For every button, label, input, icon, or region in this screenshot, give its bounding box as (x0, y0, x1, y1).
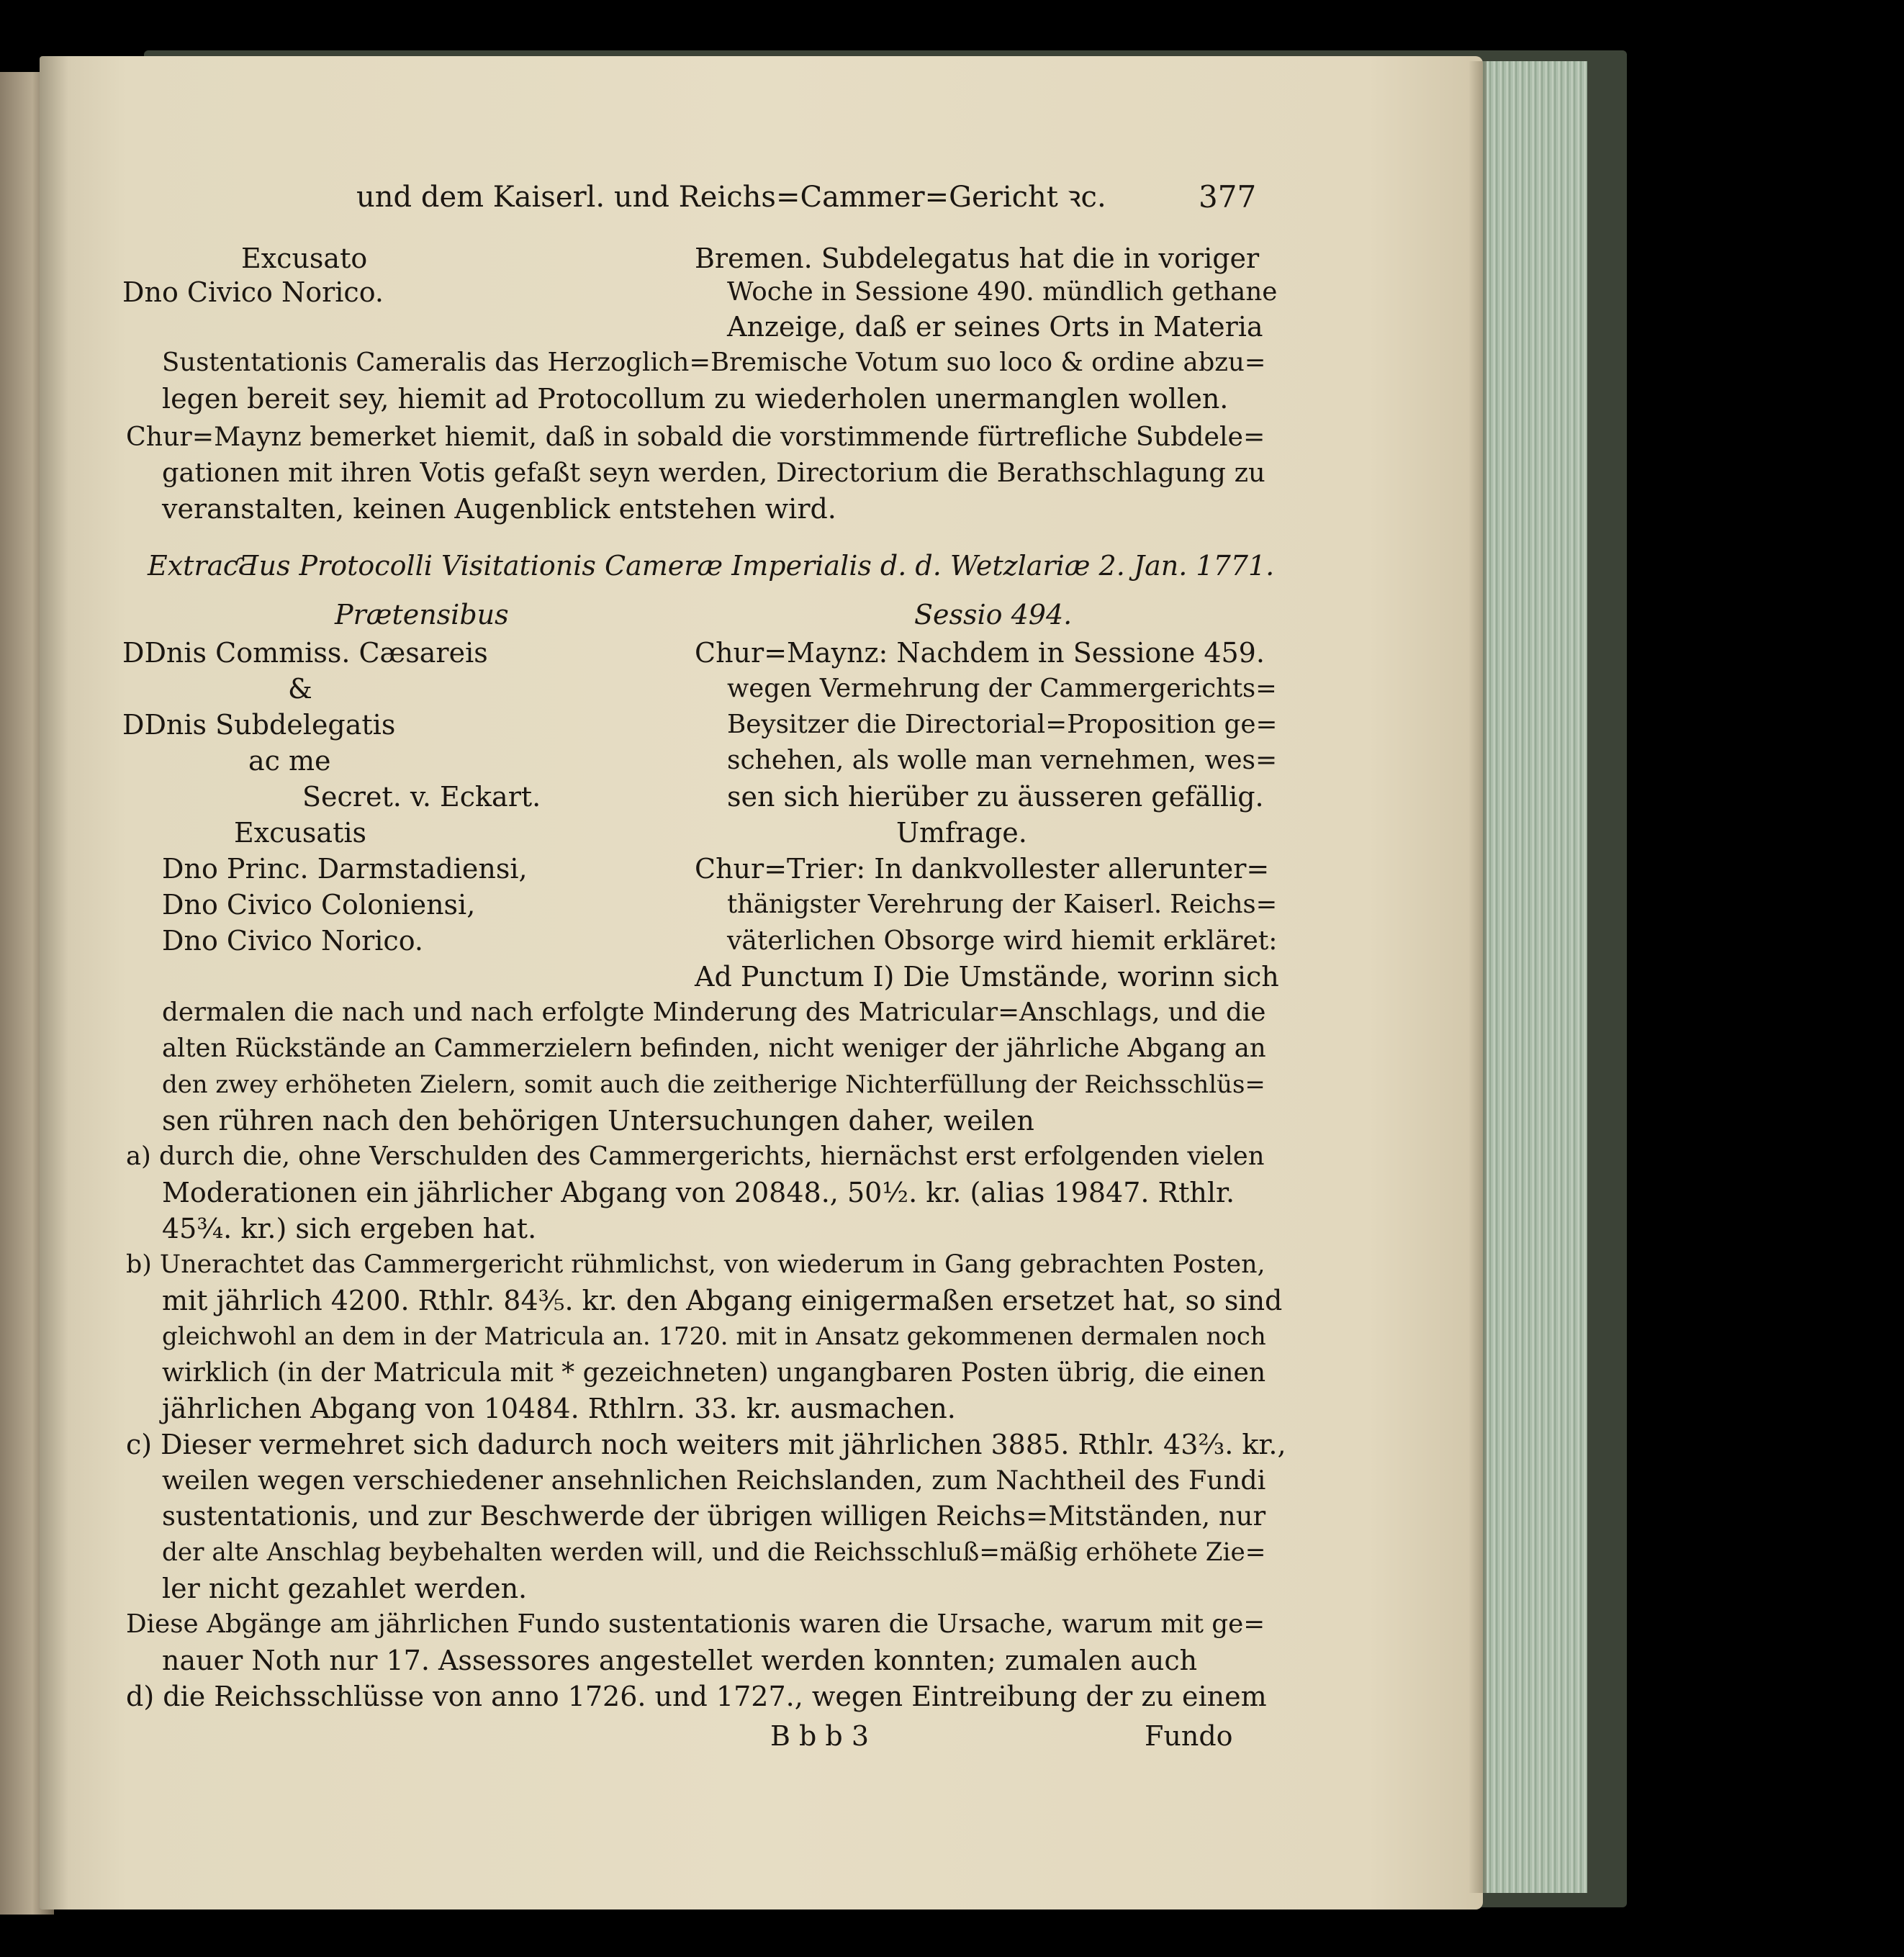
session-line: Sessio 494. (914, 599, 1073, 631)
body-line: sustentationis, und zur Beschwerde der übrigen willigen Reichs=Mitständen, nur (162, 1501, 1266, 1532)
attendee-line: & (288, 673, 312, 705)
body-line: nauer Noth nur 17. Assessores angestellet werden konnten; zumalen auch (162, 1645, 1198, 1676)
intro-full-line: Sustentationis Cameralis das Herzoglich=Bremische Votum suo loco & ordine abzu= (162, 348, 1266, 377)
bremen-line: Woche in Sessione 490. mündlich gethane (727, 277, 1278, 307)
body-line: weilen wegen verschiedener ansehnlichen Reichslanden, zum Nachtheil des Fundi (162, 1465, 1266, 1496)
body-line: wirklich (in der Matricula mit * gezeichneten) ungangbaren Posten übrig, die einen (162, 1357, 1266, 1388)
body-line: Moderationen ein jährlicher Abgang von 20848., 50½. kr. (alias 19847. Rthlr. (162, 1177, 1235, 1208)
body-line: gleichwohl an dem in der Matricula an. 1720. mit in Ansatz gekommenen dermalen noch (162, 1322, 1266, 1351)
session-line: Chur=Trier: In dankvollester allerunter= (695, 853, 1270, 885)
attendee-line: Dno Civico Norico. (162, 925, 424, 957)
churmaynz-line: veranstalten, keinen Augenblick entstehen wird. (162, 493, 836, 525)
bremen-line: Bremen. Subdelegatus hat die in voriger (695, 243, 1260, 274)
body-line: alten Rückstände an Cammerzielern befinden, nicht weniger der jährliche Abgang an (162, 1034, 1266, 1063)
body-line: c) Dieser vermehret sich dadurch noch weiters mit jährlichen 3885. Rthlr. 43⅔. kr., (126, 1429, 1286, 1460)
body-line: a) durch die, ohne Verschulden des Cammergerichts, hiernächst erst erfolgenden vielen (126, 1142, 1265, 1171)
session-line: schehen, als wolle man vernehmen, wes= (727, 746, 1278, 775)
attendee-line: ac me (248, 745, 331, 777)
session-line: Ad Punctum I) Die Umstände, worinn sich (695, 961, 1279, 993)
body-line: dermalen die nach und nach erfolgte Minderung des Matricular=Anschlags, und die (162, 998, 1266, 1027)
attendee-line: DDnis Subdelegatis (122, 709, 396, 741)
attendee-line: Prætensibus (335, 599, 509, 631)
session-line: väterlichen Obsorge wird hiemit erkläret: (727, 926, 1278, 956)
body-line: mit jährlich 4200. Rthlr. 84⅗. kr. den Abgang einigermaßen ersetzet hat, so sind (162, 1285, 1283, 1316)
body-line: jährlichen Abgang von 10484. Rthlrn. 33. kr. ausmachen. (162, 1393, 956, 1424)
catchword: Fundo (1145, 1720, 1233, 1752)
page-number: 377 (1199, 179, 1257, 214)
session-line: Beysitzer die Directorial=Proposition ge= (727, 710, 1278, 739)
body-line: den zwey erhöheten Zielern, somit auch die zeitherige Nichterfüllung der Reichsschlüs= (162, 1070, 1265, 1098)
attendee-line: Excusatis (234, 817, 367, 849)
session-line: wegen Vermehrung der Cammergerichts= (727, 674, 1277, 703)
churmaynz-line: gationen mit ihren Votis gefaßt seyn werden, Directorium die Berathschlagung zu (162, 457, 1265, 488)
attendee-line: Secret. v. Eckart. (302, 781, 541, 813)
body-line: Diese Abgänge am jährlichen Fundo sustentationis waren die Ursache, warum mit ge= (126, 1609, 1265, 1639)
extract-heading: ExtraƈƋus Protocolli Visitationis Cameræ Imperialis d. d. Wetzlariæ 2. Jan. 1771. (148, 550, 1275, 582)
churmaynz-line: Chur=Maynz bemerket hiemit, daß in sobald die vorstimmende fürtrefliche Subdele= (126, 421, 1265, 452)
attendee-line: DDnis Commiss. Cæsareis (122, 637, 488, 669)
intro-left-line: Dno Civico Norico. (122, 276, 384, 308)
body-line: b) Unerachtet das Cammergericht rühmlichst, von wiederum in Gang gebrachten Posten, (126, 1250, 1265, 1279)
attendee-line: Dno Civico Coloniensi, (162, 889, 476, 921)
page-edge-shadow (1468, 61, 1486, 1893)
signature-mark: B b b 3 (770, 1720, 869, 1752)
running-title: und dem Kaiserl. und Reichs=Cammer=Gericht ꝛc. (356, 181, 1106, 214)
body-line: 45¾. kr.) sich ergeben hat. (162, 1213, 537, 1244)
body-line: der alte Anschlag beybehalten werden will, und die Reichsschluß=mäßig erhöhete Zie= (162, 1538, 1266, 1567)
session-line: Umfrage. (896, 817, 1027, 849)
page-fore-edge (1479, 61, 1587, 1893)
body-line: sen rühren nach den behörigen Untersuchungen daher, weilen (162, 1105, 1034, 1136)
attendee-line: Dno Princ. Darmstadiensi, (162, 853, 528, 885)
bremen-line: Anzeige, daß er seines Orts in Materia (727, 311, 1263, 343)
session-line: thänigster Verehrung der Kaiserl. Reichs= (727, 890, 1278, 919)
intro-left-line: Excusato (241, 243, 368, 274)
session-line: Chur=Maynz: Nachdem in Sessione 459. (695, 637, 1265, 669)
session-line: sen sich hierüber zu äusseren gefällig. (727, 781, 1264, 813)
body-line: ler nicht gezahlet werden. (162, 1573, 528, 1604)
body-line: d) die Reichsschlüsse von anno 1726. und 1727., wegen Eintreibung der zu einem (126, 1681, 1267, 1712)
intro-full-line: legen bereit sey, hiemit ad Protocollum zu wiederholen unermanglen wollen. (162, 383, 1229, 415)
